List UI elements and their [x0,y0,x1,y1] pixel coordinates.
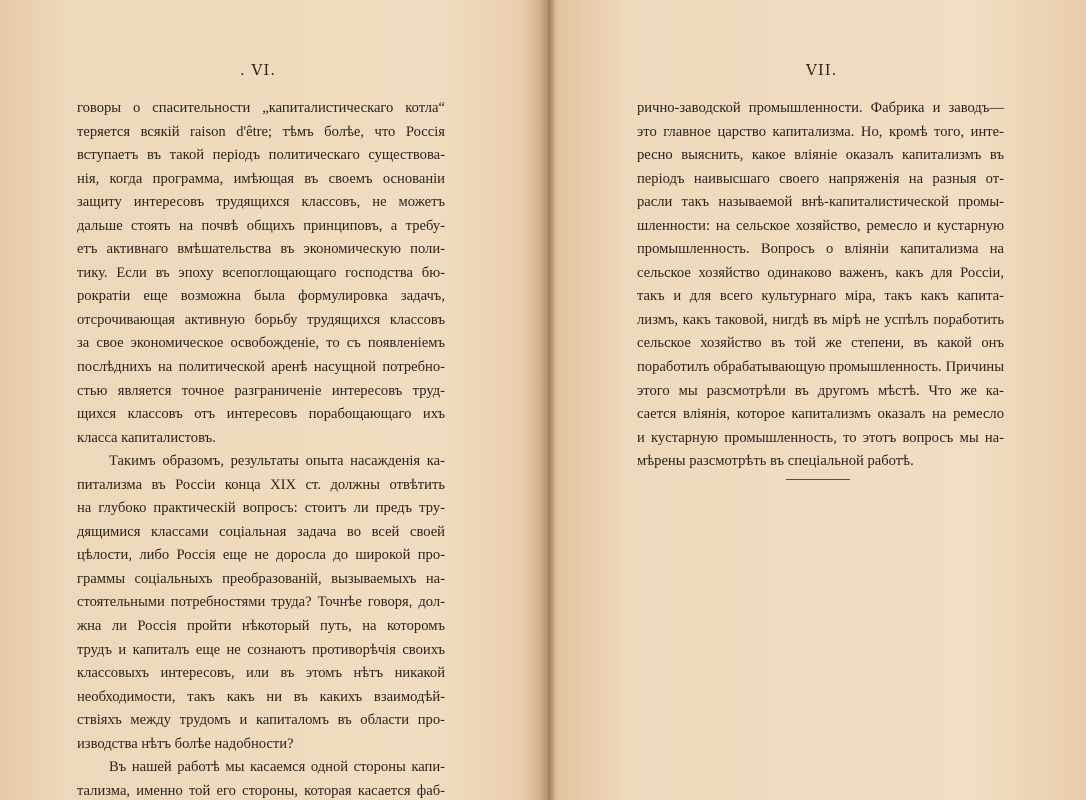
text-line: на глубоко практическій вопросъ: стоитъ ли предъ тру- [77,500,445,517]
text-line: поработилъ обрабатывающую промышленность. Причины [637,359,1004,376]
section-end-rule [786,479,850,480]
text-line: это главное царство капитализма. Но, кромѣ того, инте- [637,123,1004,140]
text-line: теряется всякій raison d'être; тѣмъ болѣе, что Россія [77,123,445,140]
page-number: VII. [806,61,838,79]
text-line: нія, когда программа, имѣющая въ своемъ основаніи [77,170,445,187]
text-line: говоры о спасительности „капиталистическаго котла“ [77,100,445,116]
text-line: этого мы разсмотрѣли въ другомъ мѣстѣ. Что же ка- [637,382,1004,399]
text-line: отсрочивающая активную борьбу трудящихся классовъ [77,311,445,328]
text-line: жна ли Россія пройти нѣкоторый путь, на которомъ [77,618,445,635]
text-line: цѣлости, либо Россія еще не доросла до широкой про- [77,547,445,564]
right-page [556,0,1086,800]
text-line: стью является точное разграниченіе интересовъ труд- [77,382,445,399]
page-number: . VI. [240,61,277,79]
text-line: стоятельными потребностями труда? Точнѣе говоря, дол- [77,594,445,611]
text-line: лизмъ, какъ таковой, нигдѣ въ мірѣ не успѣлъ поработить [637,311,1004,328]
text-line: ресно выяснить, какое вліяніе оказалъ капитализмъ въ [637,147,1004,164]
text-line: шленности: на сельское хозяйство, ремесло и кустарную [637,217,1004,234]
text-line: дящимися классами соціальная задача во всей своей [77,523,445,540]
text-line: трудъ и капиталъ еще не сознаютъ противорѣчія своихъ [77,641,445,658]
text-line: сается вліянія, которое капитализмъ оказалъ на ремесло [637,406,1004,423]
text-line: періодъ наивысшаго своего напряженія на разныя от- [637,170,1004,187]
text-line: за свое экономическое освобожденіе, то съ появленіемъ [77,335,445,352]
text-line: такъ и для всего культурнаго міра, такъ какъ капита- [637,288,1004,305]
text-line: вступаетъ въ такой періодъ политическаго существова- [77,147,445,164]
left-page-text [77,97,445,800]
text-line: граммы соціальныхъ преобразованій, вызываемыхъ на- [77,570,445,587]
text-line: расли такъ называемой внѣ-капиталистической промы- [637,194,1004,211]
text-line: классовыхъ интересовъ, или въ этомъ нѣтъ никакой [77,665,445,682]
text-line: тализма, именно той его стороны, которая касается фаб- [77,782,445,799]
text-line: рично-заводской промышленности. Фабрика и заводъ— [637,100,1004,116]
text-line: сельское хозяйство одинаково важенъ, какъ для Россіи, [637,264,1004,281]
right-page-text [637,97,1004,474]
text-line: класса капиталистовъ. [77,429,216,446]
text-line: мѣрены разсмотрѣть въ спеціальной работѣ. [637,453,914,470]
text-line: послѣднихъ на политической аренѣ насущной потребно- [77,359,445,376]
text-line: и кустарную промышленность, то этотъ вопросъ мы на- [637,429,1004,446]
text-line: необходимости, такъ какъ ни въ какихъ взаимодѣй- [77,688,445,705]
text-line: щихся классовъ отъ интересовъ порабощающаго ихъ [77,406,445,423]
text-line: тику. Если въ эпоху всепоглощающаго господства бю- [77,264,445,281]
text-line: етъ активнаго вмѣшательства въ экономическую поли- [77,241,445,258]
text-line: защиту интересовъ трудящихся классовъ, не можетъ [77,194,445,211]
text-line: промышленность. Вопросъ о вліяніи капитализма на [637,241,1004,258]
text-line: ствіяхъ между трудомъ и капиталомъ въ области про- [77,712,445,729]
text-line: питализма въ Россіи конца XIX ст. должны отвѣтить [77,476,445,493]
text-line: дальше стоять на почвѣ общихъ принциповъ, а требу- [77,217,445,234]
text-line: Такимъ образомъ, результаты опыта насажденія ка- [109,453,445,470]
text-line: рократіи еще возможна была формулировка задачъ, [77,288,445,305]
text-line: сельское хозяйство въ той же степени, въ какой онъ [637,335,1004,352]
text-line: изводства нѣтъ болѣе надобности? [77,735,294,752]
text-line: Въ нашей работѣ мы касаемся одной стороны капи- [109,759,445,776]
